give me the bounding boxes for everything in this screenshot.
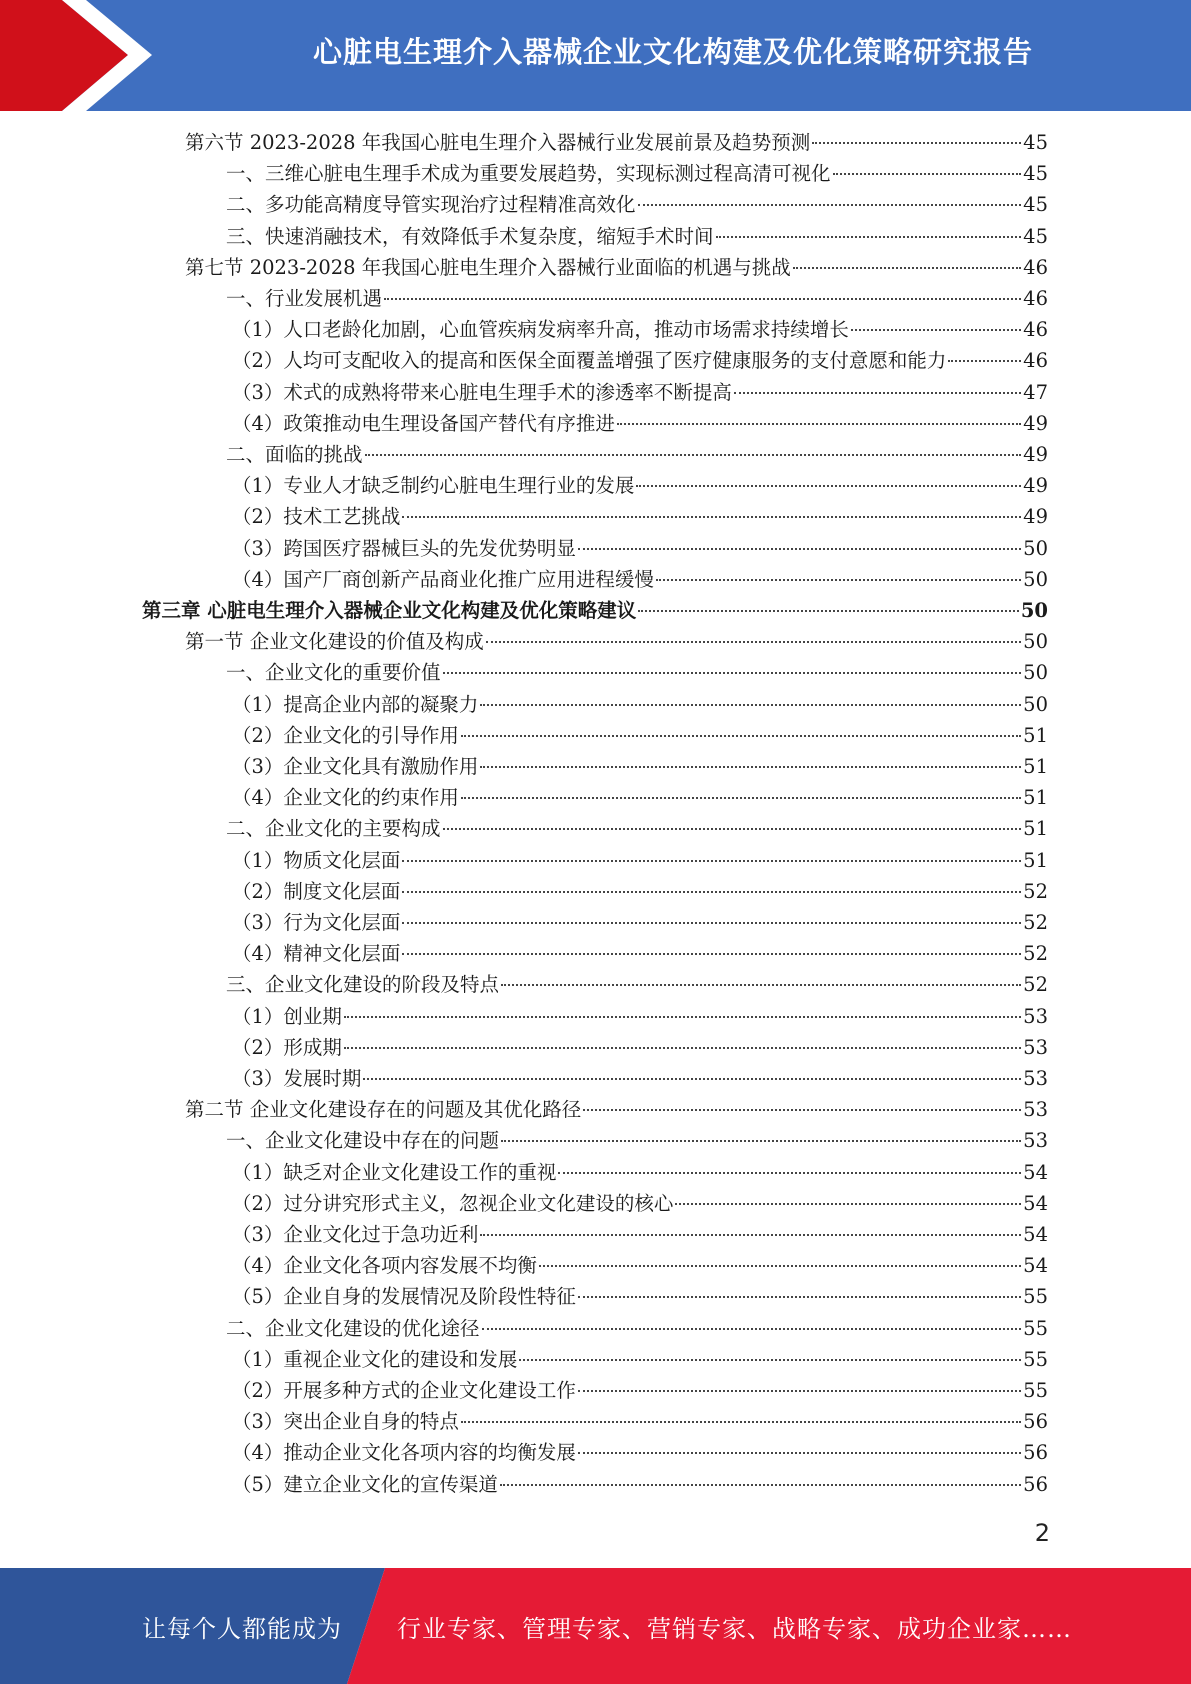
toc-dot-leader <box>480 704 1021 706</box>
toc-entry[interactable] <box>232 1375 1048 1406</box>
toc-entry-title: （4）企业文化各项内容发展不均衡 <box>232 1254 537 1278</box>
toc-dot-leader <box>461 1421 1021 1423</box>
toc-entry-page: 50 <box>1023 661 1048 685</box>
toc-dot-leader <box>558 1172 1021 1174</box>
toc-entry-page: 51 <box>1023 786 1048 810</box>
toc-entry-title: （1）创业期 <box>232 1004 342 1028</box>
toc-entry-page: 46 <box>1023 318 1048 342</box>
toc-entry-title: （3）突出企业自身的特点 <box>232 1410 459 1434</box>
toc-dot-leader <box>833 173 1022 175</box>
toc-entry-title: （3）跨国医疗器械巨头的先发优势明显 <box>232 536 576 560</box>
toc-entry[interactable] <box>232 751 1048 782</box>
toc-dot-leader <box>402 860 1021 862</box>
toc-dot-leader <box>716 236 1022 238</box>
footer-slogan-right: 行业专家、管理专家、营销专家、战略专家、成功企业家…… <box>397 1614 1072 1643</box>
toc-dot-leader <box>480 1234 1021 1236</box>
toc-entry-title: （3）发展时期 <box>232 1067 362 1090</box>
toc-entry-page: 53 <box>1023 1004 1048 1028</box>
toc-entry-page: 50 <box>1023 567 1048 591</box>
toc-entry-title: 一、企业文化建设中存在的问题 <box>226 1129 500 1153</box>
toc-entry-title: （3）行为文化层面 <box>232 911 401 934</box>
toc-entry[interactable] <box>232 1281 1048 1312</box>
toc-entry[interactable] <box>232 1219 1048 1250</box>
toc-entry-title: （2）技术工艺挑战 <box>232 505 401 529</box>
toc-entry-page: 53 <box>1023 1098 1048 1122</box>
toc-dot-leader <box>482 1328 1022 1330</box>
toc-dot-leader <box>851 329 1021 331</box>
toc-dot-leader <box>402 953 1021 955</box>
toc-dot-leader <box>539 1265 1021 1267</box>
slogan-footer <box>0 1568 1191 1684</box>
toc-entry[interactable] <box>232 1344 1048 1375</box>
toc-dot-leader <box>578 1390 1021 1392</box>
toc-entry[interactable] <box>185 252 1048 283</box>
toc-entry[interactable] <box>185 1094 1048 1125</box>
page-number: 2 <box>1034 1519 1050 1547</box>
toc-entry[interactable] <box>232 1001 1048 1032</box>
toc-entry[interactable] <box>185 127 1048 158</box>
toc-entry-page: 52 <box>1023 942 1048 966</box>
toc-dot-leader <box>578 1452 1021 1454</box>
toc-dot-leader <box>578 548 1021 550</box>
toc-entry[interactable] <box>232 720 1048 751</box>
toc-entry-title: 第三章 心脏电生理介入器械企业文化构建及优化策略建议 <box>142 599 637 622</box>
toc-entry[interactable] <box>232 1188 1048 1219</box>
report-header <box>0 0 1191 111</box>
toc-entry[interactable] <box>232 1250 1048 1281</box>
toc-entry-page: 53 <box>1023 1067 1048 1090</box>
toc-dot-leader <box>656 579 1021 581</box>
toc-entry-page: 56 <box>1023 1441 1048 1465</box>
toc-dot-leader <box>617 423 1021 425</box>
toc-dot-leader <box>480 766 1021 768</box>
toc-entry-title: （1）重视企业文化的建设和发展 <box>232 1347 518 1371</box>
toc-entry-page: 45 <box>1023 131 1048 154</box>
toc-dot-leader <box>501 984 1021 986</box>
toc-entry[interactable] <box>232 876 1048 907</box>
toc-entry[interactable] <box>232 689 1048 720</box>
toc-entry-title: 一、三维心脏电生理手术成为重要发展趋势，实现标测过程高清可视化 <box>226 162 831 186</box>
toc-entry[interactable] <box>142 595 1048 626</box>
toc-entry-page: 55 <box>1023 1347 1048 1371</box>
toc-entry-title: （1）缺乏对企业文化建设工作的重视 <box>232 1160 557 1184</box>
toc-entry-title: 三、企业文化建设的阶段及特点 <box>226 973 500 997</box>
toc-entry-title: 第二节 企业文化建设存在的问题及其优化路径 <box>185 1098 582 1122</box>
toc-dot-leader <box>402 516 1021 518</box>
toc-dot-leader <box>365 454 1022 456</box>
toc-entry-title: （2）企业文化的引导作用 <box>232 723 459 747</box>
toc-dot-leader <box>443 828 1022 830</box>
toc-entry-page: 45 <box>1023 224 1048 248</box>
toc-dot-leader <box>486 641 1021 643</box>
toc-entry-title: （4）推动企业文化各项内容的均衡发展 <box>232 1441 576 1465</box>
toc-entry-page: 46 <box>1023 255 1048 279</box>
toc-dot-leader <box>675 1203 1021 1205</box>
toc-entry-page: 54 <box>1023 1254 1048 1278</box>
toc-entry[interactable] <box>226 1313 1048 1344</box>
toc-entry-page: 49 <box>1023 505 1048 529</box>
toc-entry-page: 51 <box>1023 755 1048 778</box>
toc-entry-page: 56 <box>1023 1410 1048 1434</box>
toc-entry-page: 51 <box>1023 817 1048 841</box>
toc-entry-title: 三、快速消融技术，有效降低手术复杂度，缩短手术时间 <box>226 224 714 248</box>
toc-entry-title: （3）企业文化具有激励作用 <box>232 755 479 778</box>
toc-entry[interactable] <box>232 1032 1048 1063</box>
toc-entry-title: （1）物质文化层面 <box>232 848 401 872</box>
toc-entry[interactable] <box>185 626 1048 657</box>
footer-slogan-left: 让每个人都能成为 <box>142 1614 342 1643</box>
toc-entry-title: （1）人口老龄化加剧，心血管疾病发病率升高，推动市场需求持续增长 <box>232 318 849 342</box>
toc-entry-page: 52 <box>1023 911 1048 934</box>
toc-entry-title: （4）精神文化层面 <box>232 942 401 966</box>
toc-entry[interactable] <box>226 439 1048 470</box>
toc-entry-page: 54 <box>1023 1160 1048 1184</box>
toc-entry-title: （3）企业文化过于急功近利 <box>232 1223 479 1246</box>
toc-entry-page: 51 <box>1023 723 1048 747</box>
toc-entry[interactable] <box>232 1437 1048 1468</box>
toc-entry[interactable] <box>232 377 1048 408</box>
toc-entry-title: 一、行业发展机遇 <box>226 287 383 310</box>
toc-entry-page: 56 <box>1023 1472 1048 1496</box>
toc-entry[interactable] <box>232 1406 1048 1437</box>
toc-entry-page: 45 <box>1023 162 1048 186</box>
toc-entry-title: 二、企业文化的主要构成 <box>226 817 441 841</box>
toc-entry-title: （4）国产厂商创新产品商业化推广应用进程缓慢 <box>232 567 654 591</box>
toc-dot-leader <box>734 392 1021 394</box>
toc-entry[interactable] <box>232 1063 1048 1094</box>
toc-entry[interactable] <box>232 782 1048 813</box>
toc-entry-page: 50 <box>1023 536 1048 560</box>
toc-entry[interactable] <box>232 564 1048 595</box>
toc-entry-title: （1）提高企业内部的凝聚力 <box>232 692 479 716</box>
toc-entry[interactable] <box>232 314 1048 345</box>
toc-entry[interactable] <box>226 657 1048 688</box>
toc-entry[interactable] <box>232 501 1048 532</box>
report-title: 心脏电生理介入器械企业文化构建及优化策略研究报告 <box>312 34 1033 69</box>
toc-entry-page: 49 <box>1023 411 1048 435</box>
toc-entry[interactable] <box>232 470 1048 501</box>
toc-dot-leader <box>384 298 1021 300</box>
toc-entry-title: （3）术式的成熟将带来心脏电生理手术的渗透率不断提高 <box>232 380 732 404</box>
toc-entry-page: 52 <box>1023 973 1048 997</box>
toc-entry-page: 47 <box>1023 380 1048 404</box>
toc-dot-leader <box>402 891 1021 893</box>
toc-entry[interactable] <box>232 938 1048 969</box>
toc-entry-page: 46 <box>1023 349 1048 373</box>
header-arrow-decoration <box>0 0 160 111</box>
toc-entry-page: 51 <box>1023 848 1048 872</box>
toc-entry-page: 50 <box>1023 630 1048 654</box>
toc-entry[interactable] <box>232 345 1048 376</box>
toc-entry[interactable] <box>232 907 1048 938</box>
toc-entry-page: 46 <box>1023 287 1048 310</box>
toc-entry[interactable] <box>226 283 1048 314</box>
toc-entry-title: 二、企业文化建设的优化途径 <box>226 1316 480 1340</box>
toc-dot-leader <box>636 485 1021 487</box>
toc-entry-page: 55 <box>1023 1316 1048 1340</box>
toc-entry-title: （5）建立企业文化的宣传渠道 <box>232 1472 498 1496</box>
toc-entry-page: 53 <box>1023 1035 1048 1059</box>
toc-dot-leader <box>363 1078 1021 1080</box>
toc-entry-title: 第一节 企业文化建设的价值及构成 <box>185 630 484 654</box>
toc-entry-title: （1）专业人才缺乏制约心脏电生理行业的发展 <box>232 474 635 498</box>
toc-entry-title: 第六节 2023-2028 年我国心脏电生理介入器械行业发展前景及趋势预测 <box>185 131 811 154</box>
toc-dot-leader <box>500 1484 1021 1486</box>
toc-entry-page: 45 <box>1023 193 1048 217</box>
toc-dot-leader <box>344 1047 1021 1049</box>
toc-entry-page: 49 <box>1023 443 1048 466</box>
toc-entry[interactable] <box>232 1469 1048 1500</box>
toc-entry-title: （4）政策推动电生理设备国产替代有序推进 <box>232 411 615 435</box>
toc-dot-leader <box>812 142 1021 144</box>
toc-dot-leader <box>519 1359 1021 1361</box>
toc-entry-title: 第七节 2023-2028 年我国心脏电生理介入器械行业面临的机遇与挑战 <box>185 255 791 279</box>
toc-entry-page: 55 <box>1023 1379 1048 1402</box>
toc-entry[interactable] <box>226 221 1048 252</box>
toc-dot-leader <box>443 672 1022 674</box>
toc-entry-page: 54 <box>1023 1191 1048 1215</box>
toc-dot-leader <box>461 797 1021 799</box>
toc-entry-page: 50 <box>1020 599 1048 622</box>
toc-entry[interactable] <box>232 533 1048 564</box>
toc-dot-leader <box>793 267 1021 269</box>
toc-dot-leader <box>578 1296 1021 1298</box>
toc-entry[interactable] <box>232 408 1048 439</box>
toc-entry-title: （4）企业文化的约束作用 <box>232 786 459 810</box>
toc-dot-leader <box>583 1109 1021 1111</box>
toc-entry-title: 二、多功能高精度导管实现治疗过程精准高效化 <box>226 193 636 217</box>
toc-entry-page: 52 <box>1023 879 1048 903</box>
toc-entry[interactable] <box>226 1125 1048 1156</box>
toc-entry-title: （2）制度文化层面 <box>232 879 401 903</box>
toc-entry-page: 50 <box>1023 692 1048 716</box>
toc-dot-leader <box>344 1016 1021 1018</box>
toc-entry-page: 55 <box>1023 1285 1048 1309</box>
toc-entry-title: （2）形成期 <box>232 1035 342 1059</box>
toc-entry[interactable] <box>226 969 1048 1000</box>
toc-entry[interactable] <box>226 158 1048 189</box>
toc-entry[interactable] <box>226 813 1048 844</box>
toc-entry-title: （2）人均可支配收入的提高和医保全面覆盖增强了医疗健康服务的支付意愿和能力 <box>232 349 947 373</box>
toc-dot-leader <box>948 360 1021 362</box>
toc-entry[interactable] <box>232 1157 1048 1188</box>
toc-dot-leader <box>461 735 1021 737</box>
toc-dot-leader <box>638 204 1022 206</box>
toc-dot-leader <box>402 922 1021 924</box>
toc-entry[interactable] <box>226 189 1048 220</box>
toc-dot-leader <box>638 610 1019 612</box>
toc-entry-page: 53 <box>1023 1129 1048 1153</box>
toc-entry-page: 49 <box>1023 474 1048 498</box>
toc-entry[interactable] <box>232 845 1048 876</box>
toc-entry-title: 一、企业文化的重要价值 <box>226 661 441 685</box>
toc-entry-title: （2）过分讲究形式主义，忽视企业文化建设的核心 <box>232 1191 674 1215</box>
toc-dot-leader <box>501 1140 1021 1142</box>
toc-entry-title: （5）企业自身的发展情况及阶段性特征 <box>232 1285 576 1309</box>
toc-entry-title: （2）开展多种方式的企业文化建设工作 <box>232 1379 576 1402</box>
toc-entry-page: 54 <box>1023 1223 1048 1246</box>
toc-entry-title: 二、面临的挑战 <box>226 443 363 466</box>
